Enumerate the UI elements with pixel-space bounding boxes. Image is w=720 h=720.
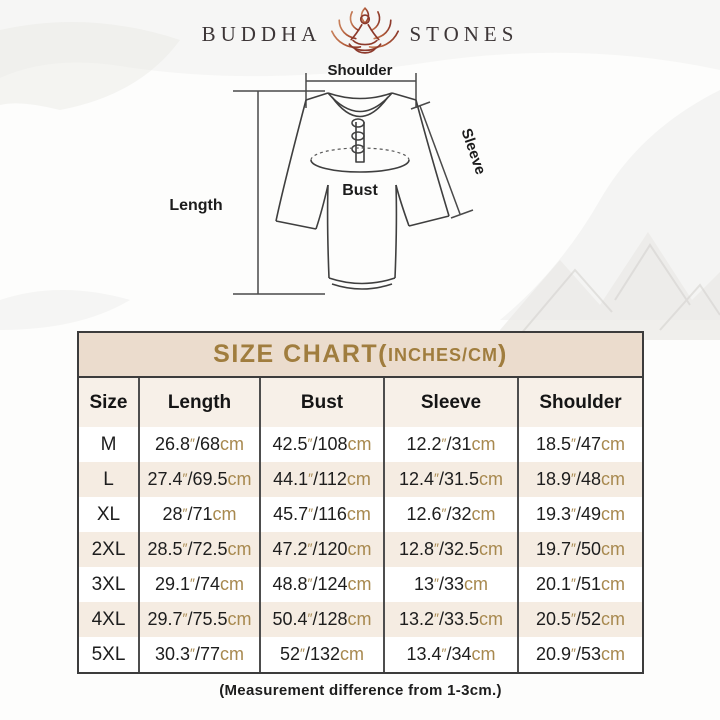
sleeve-cell: 13.2″/33.5cm (384, 602, 518, 637)
header-sleeve: Sleeve (384, 378, 518, 427)
bust-label: Bust (342, 182, 378, 199)
table-row (79, 567, 642, 602)
header-row (79, 378, 642, 427)
bust-cell: 48.8″/124cm (260, 567, 384, 602)
length-cell: 29.1″/74cm (139, 567, 260, 602)
bust-cell: 52″/132cm (260, 637, 384, 672)
shoulder-cell: 20.5″/52cm (518, 602, 642, 637)
size-cell: 2XL (91, 538, 126, 560)
length-cell: 30.3″/77cm (139, 637, 260, 672)
sleeve-cell: 12.8″/32.5cm (384, 532, 518, 567)
shoulder-cell: 18.5″/47cm (518, 427, 642, 462)
table-row (79, 462, 642, 497)
sleeve-cell: 12.2″/31cm (384, 427, 518, 462)
shoulder-cell: 19.3″/49cm (518, 497, 642, 532)
shoulder-cell: 18.9″/48cm (518, 462, 642, 497)
brand-word-left: BUDDHA (201, 21, 322, 46)
brand-logo (0, 6, 720, 62)
table-row (79, 602, 642, 637)
table-row (79, 637, 642, 672)
shoulder-cell: 20.1″/51cm (518, 567, 642, 602)
header-size: Size (79, 378, 139, 427)
size-chart-table (77, 331, 644, 674)
sleeve-cell: 12.4″/31.5cm (384, 462, 518, 497)
title-close: ) (498, 340, 508, 368)
sleeve-cell: 12.6″/32cm (384, 497, 518, 532)
measurement-footnote: (Measurement difference from 1-3cm.) (219, 682, 502, 699)
title-units: INCHES/CM (387, 345, 498, 365)
size-table-body (79, 427, 642, 672)
bust-cell: 50.4″/128cm (260, 602, 384, 637)
brand-word-right: STONES (409, 21, 519, 46)
length-cell: 28.5″/72.5cm (139, 532, 260, 567)
sleeve-cell: 13.4″/34cm (384, 637, 518, 672)
table-row (79, 497, 642, 532)
header-bust: Bust (260, 378, 384, 427)
size-cell: 3XL (91, 573, 126, 595)
shoulder-cell: 20.9″/53cm (518, 637, 642, 672)
length-cell: 29.7″/75.5cm (139, 602, 260, 637)
bust-cell: 47.2″/120cm (260, 532, 384, 567)
size-cell: M (100, 433, 117, 455)
length-cell: 26.8″/68cm (139, 427, 260, 462)
header-length: Length (139, 378, 260, 427)
header-shoulder: Shoulder (518, 378, 642, 427)
shoulder-cell: 19.7″/50cm (518, 532, 642, 567)
title-main: SIZE CHART( (213, 340, 388, 368)
shoulder-label: Shoulder (327, 62, 393, 79)
size-cell: XL (96, 503, 121, 525)
lotus-icon (330, 6, 400, 62)
table-row (79, 427, 642, 462)
size-cell: L (103, 468, 114, 490)
length-cell: 28″/71cm (139, 497, 260, 532)
garment-measurement-diagram (168, 58, 512, 314)
size-cell: 5XL (91, 643, 126, 665)
bust-cell: 42.5″/108cm (260, 427, 384, 462)
size-chart-title (79, 333, 642, 378)
table-row (79, 532, 642, 567)
sleeve-cell: 13″/33cm (384, 567, 518, 602)
length-cell: 27.4″/69.5cm (139, 462, 260, 497)
bust-cell: 44.1″/112cm (260, 462, 384, 497)
size-cell: 4XL (91, 608, 126, 630)
bust-cell: 45.7″/116cm (260, 497, 384, 532)
length-label: Length (169, 197, 223, 214)
sleeve-label: Sleeve (457, 126, 490, 177)
